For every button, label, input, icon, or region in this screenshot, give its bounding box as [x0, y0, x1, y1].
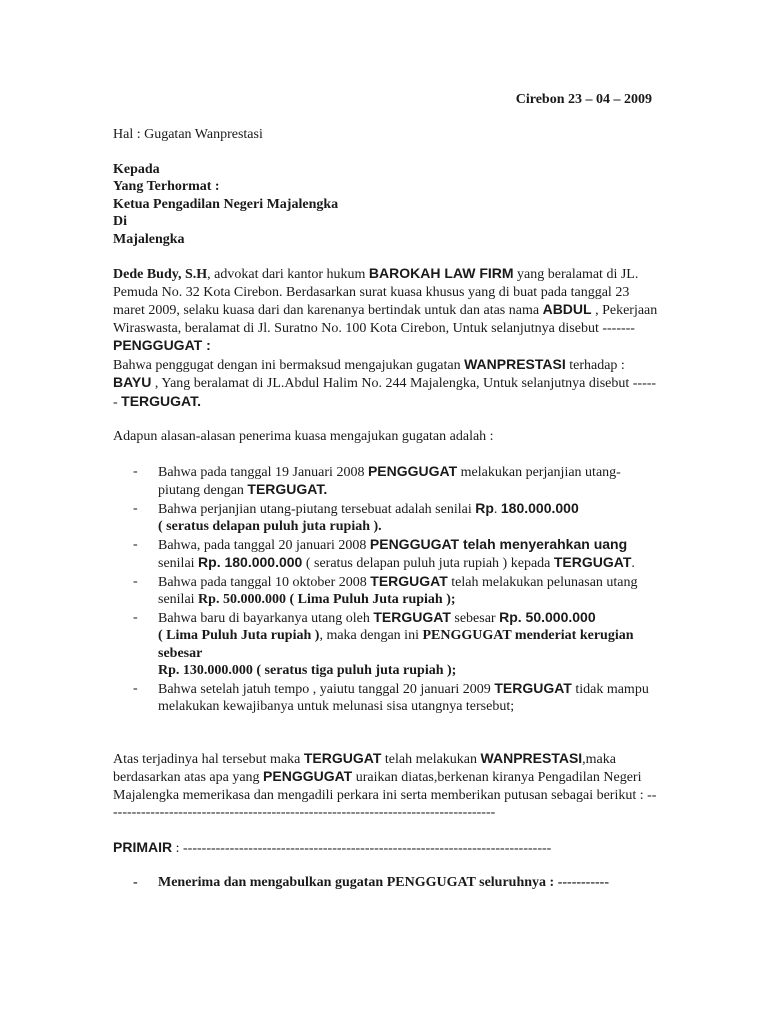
item-bold: Rp. 50.000.000 ( Lima Puluh Juta rupiah );: [198, 592, 456, 607]
item-text: Bahwa perjanjian utang-piutang tersebuat adalah senilai: [158, 501, 476, 517]
item-text: Bahwa pada tanggal 19 Januari 2008: [158, 464, 368, 480]
recipient-line: Kepada: [113, 161, 160, 177]
item-text: Bahwa baru di bayarkanya utang oleh: [158, 610, 374, 626]
item-text: Bahwa, pada tanggal 20 januari 2008: [158, 537, 370, 553]
lawyer-name: Dede Budy, S.H: [113, 267, 208, 282]
list-item: [113, 536, 658, 573]
item-text: telah melakukan pelunasan utang senilai: [158, 574, 638, 607]
item-bold: Rp: [475, 499, 494, 516]
item-text: .: [493, 501, 501, 517]
item-bold: PENGGUGAT menderiat kerugian sebesar: [158, 628, 634, 661]
intro-text: , Yang beralamat di JL.Abdul Halim No. 244 Majalengka, Untuk selanjutnya disebut ------: [113, 376, 657, 410]
item-bold: Rp. 130.000.000 ( seratus tiga puluh juta rupiah );: [158, 663, 457, 678]
list-item: [113, 609, 658, 680]
intro-paragraph: [113, 265, 658, 356]
item-bold: TERGUGAT.: [247, 481, 328, 497]
conclusion-text: uraikan diatas,berkenan kiranya Pengadilan Negeri Majalengka memerikasa dan mengadili perkara ini serta memberikan putusan sebagai berikut : ------------------------------------------------------------------------------------: [113, 770, 657, 820]
intro-text: Bahwa penggugat dengan ini bermaksud mengajukan gugatan: [113, 357, 465, 373]
list-item: [113, 573, 658, 609]
item-text: ( seratus delapan puluh juta rupiah ) kepada: [302, 556, 554, 571]
conclusion-text: Atas terjadinya hal tersebut maka: [113, 751, 304, 767]
intro-text: terhadap :: [565, 357, 625, 373]
item-bold: TERGUGAT: [373, 608, 451, 625]
item-text: , maka dengan ini: [319, 628, 423, 643]
letter-subject: Hal : Gugatan Wanprestasi: [113, 127, 263, 142]
item-bold: ( Lima Puluh Juta rupiah ): [158, 628, 320, 643]
item-text: Bahwa pada tanggal 10 oktober 2008: [158, 574, 371, 590]
item-text: tidak mampu melakukan kewajibanya untuk melunasi sisa utangnya tersebut;: [158, 681, 649, 714]
conclusion-text: ,maka berdasarkan atas apa yang: [113, 751, 616, 785]
plaintiff-label: PENGGUGAT :: [113, 337, 211, 353]
item-bold: 180.000.000: [500, 499, 579, 516]
item-text: Bahwa setelah jatuh tempo , yaiutu tanggal 20 januari 2009: [158, 681, 495, 697]
item-bold: ( seratus delapan puluh juta rupiah ).: [158, 519, 382, 534]
item-bold: TERGUGAT: [494, 679, 572, 696]
list-item: [113, 500, 658, 536]
list-item: [113, 680, 658, 716]
intro-paragraph-2: [113, 356, 658, 412]
item-text: melakukan perjanjian utang-piutang dengan: [158, 464, 621, 498]
letter-date: Cirebon 23 – 04 – 2009: [515, 92, 652, 107]
defendant-name: BAYU: [113, 374, 152, 390]
verdict-item: - Menerima dan mengabulkan gugatan PENGGUGAT seluruhnya : -----------: [113, 874, 658, 892]
reasons-list: [113, 463, 658, 716]
verdict-list: [113, 874, 658, 892]
conclusion-bold: TERGUGAT: [303, 749, 382, 766]
conclusion-text: telah melakukan: [381, 751, 481, 767]
wanprestasi-label: WANPRESTASI: [464, 355, 566, 372]
item-text: .: [631, 556, 635, 571]
primair-dashes: : -------------------------------------------------------------------------------: [172, 840, 552, 856]
recipient-line: Ketua Pengadilan Negeri Majalengka: [113, 196, 339, 212]
defendant-label: TERGUGAT.: [121, 392, 202, 409]
item-bold: Rp. 180.000.000: [198, 554, 303, 570]
law-firm-name: BAROKAH LAW FIRM: [368, 265, 514, 281]
primair-label: PRIMAIR: [113, 838, 173, 855]
reasons-intro: Adapun alasan-alasan penerima kuasa mengajukan gugatan adalah :: [113, 429, 494, 444]
recipient-line: Yang Terhormat :: [113, 179, 220, 194]
item-text: sebesar: [450, 610, 500, 626]
item-bold: TERGUGAT: [553, 554, 632, 570]
recipient-block: [113, 161, 658, 249]
conclusion-bold: WANPRESTASI: [480, 749, 583, 766]
conclusion-bold: PENGGUGAT: [263, 768, 353, 784]
primair-line: [113, 839, 658, 858]
client-name: ABDUL: [542, 301, 592, 317]
list-item: [113, 463, 658, 500]
recipient-line: Majalengka: [113, 231, 185, 247]
item-bold: TERGUGAT: [370, 572, 448, 589]
item-text: senilai: [158, 556, 199, 571]
item-bold: PENGGUGAT telah menyerahkan uang: [369, 535, 628, 552]
recipient-line: Di: [113, 214, 127, 229]
intro-text: yang beralamat di JL. Pemuda No. 32 Kota Cirebon. Berdasarkan surat kuasa khusus yang di buat pada tanggal 23 maret 2009, selaku kuasa dari dan karenanya bertindak untuk dan atas nama: [113, 267, 639, 318]
item-bold: PENGGUGAT: [367, 462, 458, 479]
intro-text: , advokat dari kantor hukum: [207, 267, 369, 282]
intro-text: , Pekerjaan Wiraswasta, beralamat di Jl. Suratno No. 100 Kota Cirebon, Untuk selanjutnya disebut -------: [113, 303, 658, 336]
item-bold: Rp. 50.000.000: [499, 608, 596, 625]
conclusion-paragraph: [113, 750, 658, 822]
letter-body: [113, 126, 658, 892]
